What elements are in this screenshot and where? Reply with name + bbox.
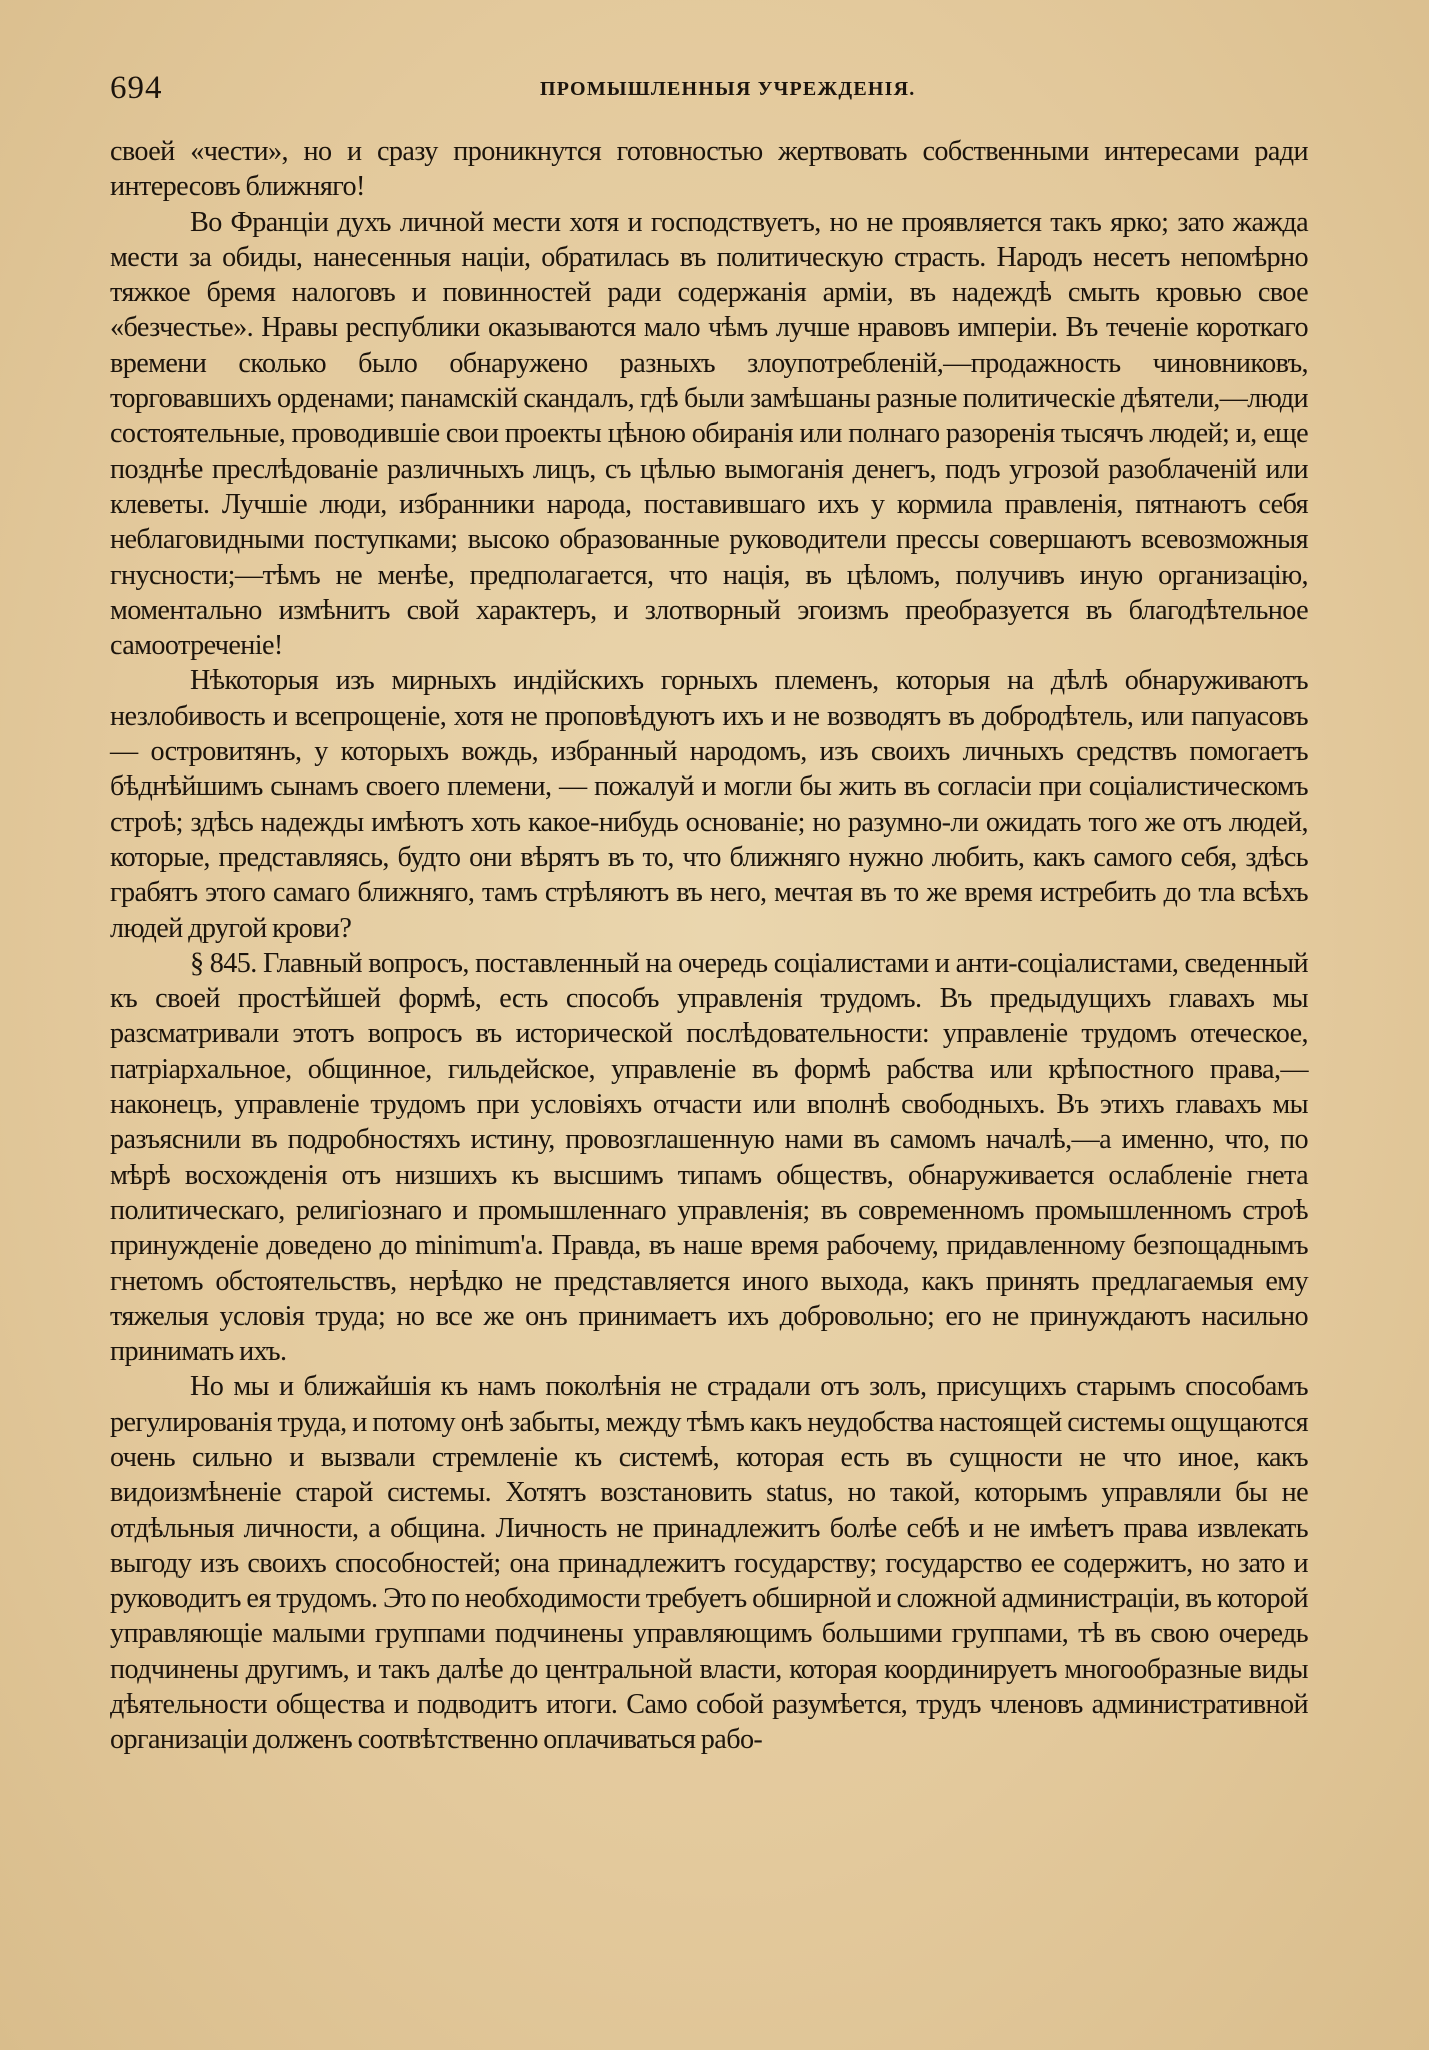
page-header — [110, 68, 1308, 108]
paragraph: Но мы и ближайшія къ намъ поколѣнія не страдали отъ золъ, присущихъ старымъ способамъ регулированія труда, и потому онѣ забыты, между тѣмъ какъ неудобства настоящей системы ощущаются очень сильно и вызвали стремленіе къ системѣ, которая есть въ сущности не что иное, какъ видоизмѣненіе старой системы. Хотятъ возстановить status, но такой, которымъ управляли бы не отдѣльныя личности, а община. Личность не принадлежитъ болѣе себѣ и не имѣетъ права извлекать выгоду изъ своихъ способностей; она принадлежитъ государству; государство ее содержитъ, но зато и руководитъ ея трудомъ. Это по необходимости требуетъ обширной и сложной администраціи, въ которой управляющіе малыми группами подчинены управляющимъ большими группами, тѣ въ свою очередь подчинены другимъ, и такъ далѣе до центральной власти, которая координируетъ многообразные виды дѣятельности общества и подводитъ итоги. Само собой разумѣется, трудъ членовъ административной организаціи долженъ соотвѣтственно оплачиваться рабо- — [110, 1371, 1308, 1756]
section-paragraph: § 845. Главный вопросъ, поставленный на очередь соціалистами и анти-соціалистами, сведенный къ своей простѣйшей формѣ, есть способъ управленія трудомъ. Въ предыдущихъ главахъ мы разсматривали этотъ вопросъ въ исторической послѣдовательности: управленіе трудомъ отеческое, патріархальное, общинное, гильдейское, управленіе въ формѣ рабства или крѣпостного права,—наконецъ, управленіе трудомъ при условіяхъ отчасти или вполнѣ свободныхъ. Въ этихъ главахъ мы разъяснили въ подробностяхъ истину, провозглашенную нами въ самомъ началѣ,—а именно, что, по мѣрѣ восхожденія отъ низшихъ къ высшимъ типамъ обществъ, обнаруживается ослабленіе гнета политическаго, религіознаго и промышленнаго управленія; въ современномъ промышленномъ строѣ принужденіе доведено до minimum'а. Правда, въ наше время рабочему, придавленному безпощаднымъ гнетомъ обстоятельствъ, нерѣдко не представляется иного выхода, какъ принять предлагаемыя ему тяжелыя условія труда; но все же онъ принимаетъ ихъ добровольно; его не принуждаютъ насильно принимать ихъ. — [110, 947, 1308, 1368]
page-number: 694 — [110, 70, 163, 106]
paragraph: Нѣкоторыя изъ мирныхъ индійскихъ горныхъ племенъ, которыя на дѣлѣ обнаруживаютъ незлобивость и всепрощеніе, хотя не проповѣдуютъ ихъ и не возводятъ въ добродѣтель, или папуасовъ — островитянъ, у которыхъ вождь, избранный народомъ, изъ своихъ личныхъ средствъ помогаетъ бѣднѣйшимъ сынамъ своего племени, — пожалуй и могли бы жить въ согласіи при соціалистическомъ строѣ; здѣсь надежды имѣютъ хоть какое-нибудь основаніе; но разумно-ли ожидать того же отъ людей, которые, представляясь, будто они вѣрятъ въ то, что ближняго нужно любить, какъ самого себя, здѣсь грабятъ этого самаго ближняго, тамъ стрѣляютъ въ него, мечтая въ то же время истребить до тла всѣхъ людей другой крови? — [110, 665, 1308, 944]
paragraph: своей «чести», но и сразу проникнутся готовностью жертвовать собственными интересами ради интересовъ ближняго! — [110, 136, 1308, 203]
paragraph: Во Франціи духъ личной мести хотя и господствуетъ, но не проявляется такъ ярко; зато жажда мести за обиды, нанесенныя націи, обратилась въ политическую страсть. Народъ несетъ непомѣрно тяжкое бремя налоговъ и повинностей ради содержанія арміи, въ надеждѣ смыть кровью свое «безчестье». Нравы республики оказываются мало чѣмъ лучше нравовъ имперіи. Въ теченіе короткаго времени сколько было обнаружено разныхъ злоупотребленій,—продажность чиновниковъ, торговавшихъ орденами; панамскій скандалъ, гдѣ были замѣшаны разные политическіе дѣятели,—люди состоятельные, проводившіе свои проекты цѣною обиранія или полнаго разоренія тысячъ людей; и, еще позднѣе преслѣдованіе различныхъ лицъ, съ цѣлью вымоганія денегъ, подъ угрозой разоблаченій или клеветы. Лучшіе люди, избранники народа, поставившаго ихъ у кормила правленія, пятнаютъ себя неблаговидными поступками; высоко образованные руководители прессы совершаютъ всевозможныя гнусности;—тѣмъ не менѣе, предполагается, что нація, въ цѣломъ, получивъ иную организацію, моментально измѣнитъ свой характеръ, и злотворный эгоизмъ преобразуется въ благодѣтельное самоотреченіе! — [110, 206, 1308, 662]
running-head: ПРОМЫШЛЕННЫЯ УЧРЕЖДЕНІЯ. — [540, 78, 916, 100]
body-text — [110, 134, 1308, 1758]
